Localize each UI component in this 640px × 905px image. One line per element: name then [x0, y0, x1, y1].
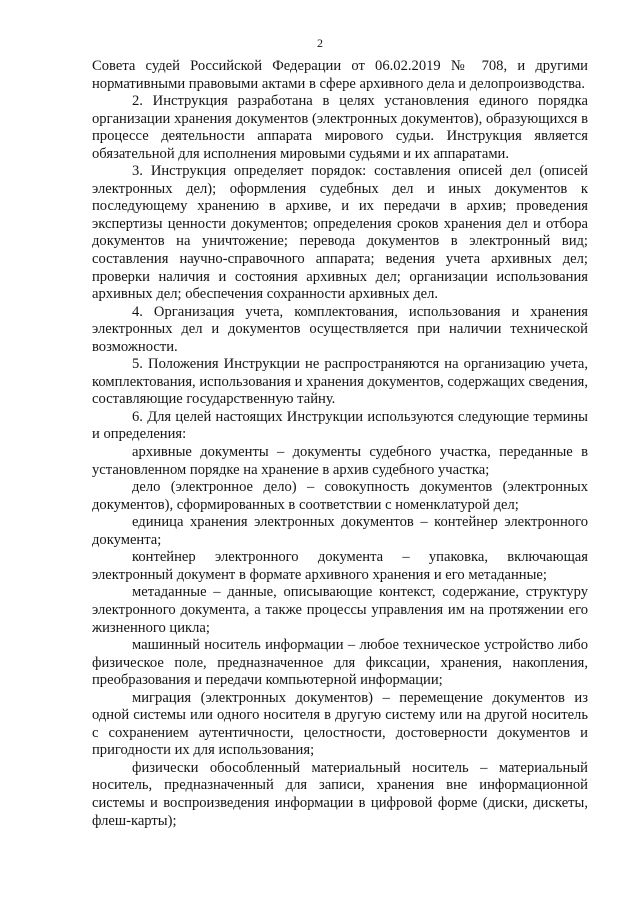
paragraph-3: 3. Инструкция определяет порядок: составления описей дел (описей электронных дел); оформления судебных дел и иных документов к последующему хранению в архиве, и их передачи в архив; проведения экспертизы ценности документов; определения сроков хранения дел и отбора документов на уничтожение; перевода документов в электронный вид; составления научно-справочного аппарата; ведения учета архивных дел; проверки наличия и состояния архивных дел; организации использования архивных дел; обеспечения сохранности архивных дел.	[92, 163, 588, 303]
definition-metadata: метаданные – данные, описывающие контекст, содержание, структуру электронного документа, а также процессы управления им на протяжении его жизненного цикла;	[92, 584, 588, 636]
paragraph-continuation: Совета судей Российской Федерации от 06.02.2019 № 708, и другими нормативными правовыми актами в сфере архивного дела и делопроизводства.	[92, 58, 588, 92]
definition-physical-carrier: физически обособленный материальный носитель – материальный носитель, предназначенный для записи, хранения вне информационной системы и воспроизведения информации в цифровой форме (диски, дискеты, флеш-карты);	[92, 759, 588, 829]
definition-storage-unit: единица хранения электронных документов – контейнер электронного документа;	[92, 514, 588, 548]
paragraph-5: 5. Положения Инструкции не распространяются на организацию учета, комплектования, использования и хранения документов, содержащих сведения, составляющие государственную тайну.	[92, 356, 588, 408]
definition-migration: миграция (электронных документов) – перемещение документов из одной системы или одного носителя в другую систему или на другой носитель с сохранением аутентичности, целостности, достоверности документов и пригодности их для использования;	[92, 689, 588, 759]
page-number: 2	[317, 36, 323, 50]
definition-machine-carrier: машинный носитель информации – любое техническое устройство либо физическое поле, предназначенное для фиксации, хранения, накопления, преобразования и передачи компьютерной информации;	[92, 637, 588, 689]
paragraph-6: 6. Для целей настоящих Инструкции используются следующие термины и определения:	[92, 408, 588, 443]
paragraph-2: 2. Инструкция разработана в целях установления единого порядка организации хранения документов (электронных документов), образующихся в процессе деятельности аппарата мирового судьи. Инструкция является обязательной для исполнения мировыми судьями и их аппаратами.	[92, 93, 588, 162]
paragraph-4: 4. Организация учета, комплектования, использования и хранения электронных дел и документов осуществляется при наличии технической возможности.	[92, 303, 588, 355]
definition-archive-documents: архивные документы – документы судебного участка, переданные в установленном порядке на хранение в архив судебного участка;	[92, 444, 588, 478]
document-body	[92, 58, 588, 830]
definition-container: контейнер электронного документа – упаковка, включающая электронный документ в формате архивного хранения и его метаданные;	[92, 549, 588, 583]
definition-case-file: дело (электронное дело) – совокупность документов (электронных документов), сформированных в соответствии с номенклатурой дел;	[92, 479, 588, 513]
